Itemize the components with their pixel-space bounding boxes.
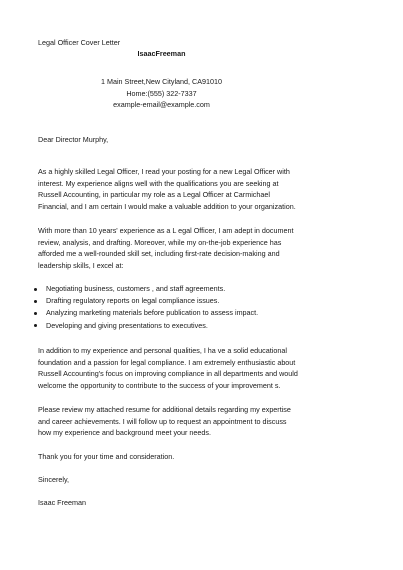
salutation: Dear Director Murphy, bbox=[38, 135, 109, 144]
address-phone: Home:(555) 322-7337 bbox=[126, 88, 197, 98]
paragraph-line: review, analysis, and drafting. Moreover, while my on-the-job experience has bbox=[38, 237, 282, 247]
skill-text: Drafting regulatory reports on legal compliance issues. bbox=[46, 296, 220, 306]
paragraph-line: Financial, and I am certain I would make a valuable addition to your organization. bbox=[38, 201, 296, 211]
closing-sign-off: Sincerely, bbox=[38, 475, 70, 484]
paragraph-line: welcome the opportunity to contribute to the success of your improvement s. bbox=[38, 380, 281, 390]
closing-thanks: Thank you for your time and consideration. bbox=[38, 452, 175, 461]
paragraph-line: With more than 10 years' experience as a L egal Officer, I am adept in document bbox=[38, 226, 294, 235]
bullet-icon bbox=[34, 312, 37, 315]
paragraph-line: interest. My experience aligns well with the qualifications you are seeking at bbox=[38, 178, 279, 188]
paragraph-line: Russell Accounting's focus on improving compliance in all departments and would bbox=[38, 369, 298, 378]
skill-text: Negotiating business, customers , and staff agreements. bbox=[46, 284, 226, 293]
list-item bbox=[33, 307, 258, 319]
paragraph-line: and career achievements. I will follow up to request an appointment to discuss bbox=[38, 416, 287, 426]
sender-name: IsaacFreeman bbox=[137, 49, 186, 58]
document-title: Legal Officer Cover Letter bbox=[38, 38, 121, 47]
bullet-icon bbox=[34, 288, 37, 291]
signature-name: Isaac Freeman bbox=[38, 498, 86, 507]
list-item bbox=[33, 320, 258, 332]
paragraph-follow-up bbox=[38, 404, 338, 439]
bullet-icon bbox=[34, 324, 37, 327]
paragraph-line: afforded me a well-rounded skill set, including first-rate decision-making and bbox=[38, 249, 280, 258]
paragraph-line: As a highly skilled Legal Officer, I read your posting for a new Legal Officer with bbox=[38, 167, 290, 176]
skills-list bbox=[33, 283, 258, 332]
paragraph-line: foundation and a passion for legal compliance. I am extremely enthusiastic about bbox=[38, 357, 296, 367]
paragraph-experience bbox=[38, 225, 338, 271]
list-item bbox=[33, 295, 258, 307]
skill-text: Analyzing marketing materials before publication to assess impact. bbox=[46, 308, 259, 318]
list-item bbox=[33, 283, 258, 295]
paragraph-line: leadership skills, I excel at: bbox=[38, 260, 124, 270]
sender-address-block bbox=[0, 76, 323, 111]
address-email: example-email@example.com bbox=[113, 100, 210, 109]
paragraph-introduction bbox=[38, 166, 338, 212]
skill-text: Developing and giving presentations to executives. bbox=[46, 320, 208, 330]
bullet-icon bbox=[34, 300, 37, 303]
paragraph-line: how my experience and background meet your needs. bbox=[38, 428, 212, 437]
address-street: 1 Main Street,New Cityland, CA91010 bbox=[100, 77, 223, 86]
paragraph-line: Russell Accounting, in particular my role as a Legal Officer at Carmichael bbox=[38, 190, 270, 199]
paragraph-line: Please review my attached resume for additional details regarding my expertise bbox=[38, 405, 291, 414]
paragraph-education bbox=[38, 345, 338, 391]
paragraph-line: In addition to my experience and personal qualities, I ha ve a solid educational bbox=[38, 346, 287, 355]
